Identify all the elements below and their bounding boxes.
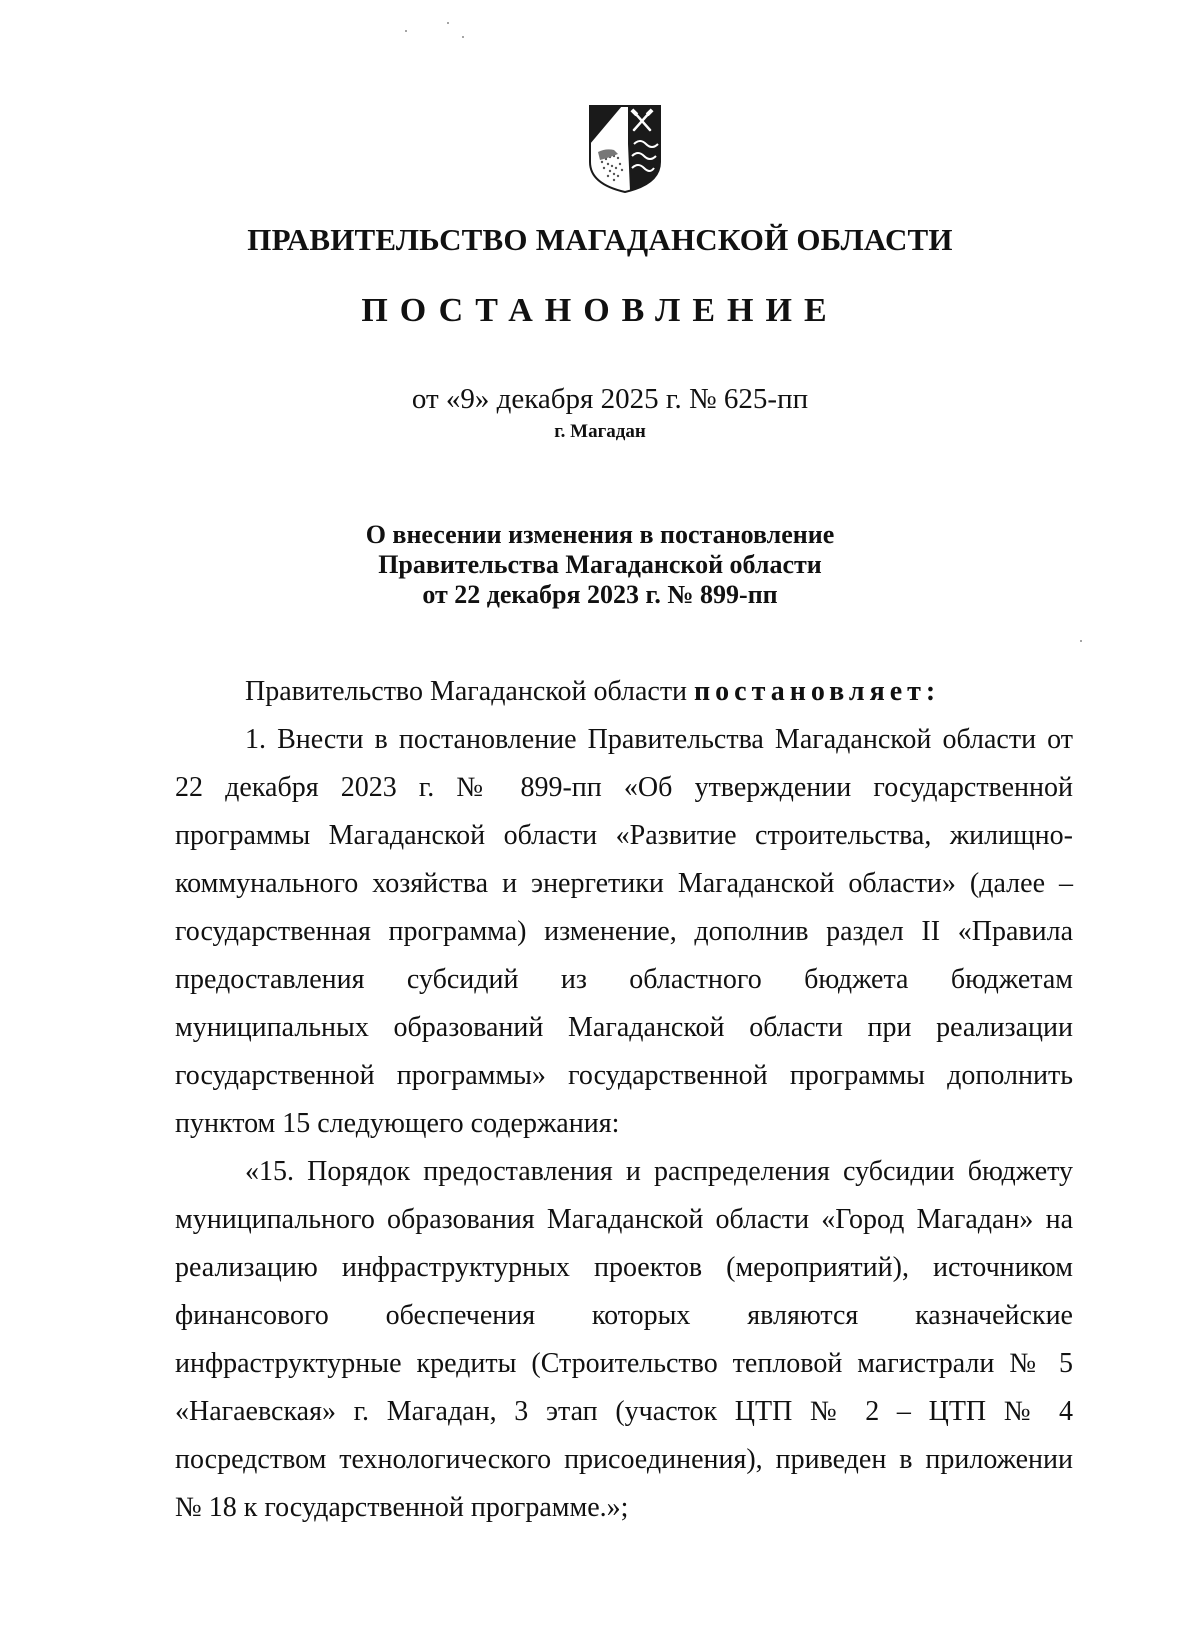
document-subject bbox=[0, 520, 1200, 610]
intro-prefix: Правительство Магаданской области bbox=[245, 676, 688, 707]
paragraph: «15. Порядок предоставления и распределения субсидии бюджету муниципального образования Магаданской области «Город Магадан» на реализацию инфраструктурных проектов (мероприятий), источником финансового обеспечения которых являются казначейские инфраструктурные кредиты (Строительство тепловой магистрали № 5 «Нагаевская» г. Магадан, 3 этап (участок ЦТП № 2 – ЦТП № 4 посредством технологического присоединения), приведен в приложении № 18 к государственной программе.»; bbox=[175, 1156, 1073, 1523]
subject-line: О внесении изменения в постановление bbox=[365, 520, 835, 549]
subject-line: Правительства Магаданской области bbox=[378, 550, 822, 579]
government-title: ПРАВИТЕЛЬСТВО МАГАДАНСКОЙ ОБЛАСТИ bbox=[247, 222, 953, 257]
intro-verb: постановляет: bbox=[694, 676, 941, 707]
subject-line: от 22 декабря 2023 г. № 899-пп bbox=[422, 580, 778, 609]
scan-speck bbox=[405, 30, 407, 32]
document-body bbox=[175, 668, 1073, 1532]
document-date-number: от «9» декабря 2025 г. № 625-пп bbox=[411, 383, 809, 415]
resolution-intro bbox=[175, 668, 1073, 716]
document-type-heading: ПОСТАНОВЛЕНИЕ bbox=[361, 292, 839, 329]
paragraph: 1. Внести в постановление Правительства Магаданской области от 22 декабря 2023 г. № 899-пп «Об утверждении государственной программы Магаданской области «Развитие строительства, жилищно-коммунального хозяйства и энергетики Магаданской области» (далее – государственная программа) изменение, дополнив раздел II «Правила предоставления субсидий из областного бюджета бюджетам муниципальных образований Магаданской области при реализации государственной программы» государственной программы дополнить пунктом 15 следующего содержания: bbox=[175, 724, 1073, 1139]
scan-speck bbox=[462, 36, 464, 38]
scan-speck bbox=[447, 22, 449, 24]
document-city: г. Магадан bbox=[554, 421, 646, 442]
coat-of-arms-icon bbox=[588, 104, 662, 194]
scan-speck bbox=[1080, 640, 1082, 642]
